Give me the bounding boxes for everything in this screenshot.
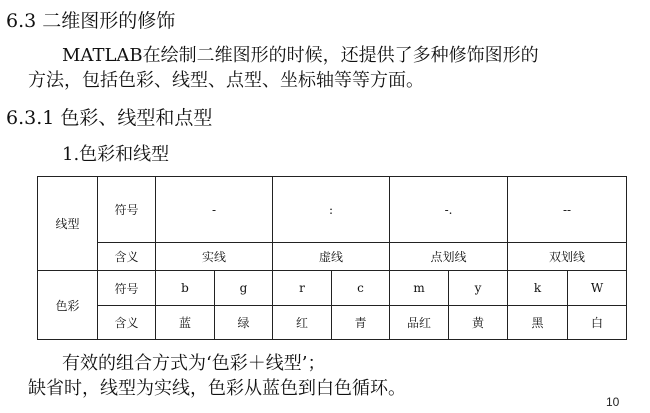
linestyle-symbol-cell: -- xyxy=(508,177,627,243)
color-meaning-cell: 黄 xyxy=(449,306,508,340)
linestyle-meaning-cell: 实线 xyxy=(156,243,273,271)
color-symbol-label: 符号 xyxy=(98,271,156,306)
linestyle-meaning-cell: 双划线 xyxy=(508,243,627,271)
color-symbol-cell: g xyxy=(215,271,273,306)
color-symbol-cell: y xyxy=(449,271,508,306)
item-heading: 1.色彩和线型 xyxy=(62,144,170,165)
color-meaning-cell: 青 xyxy=(332,306,390,340)
color-linestyle-table xyxy=(37,176,627,340)
page-number: 10 xyxy=(606,395,620,409)
color-meaning-cell: 白 xyxy=(568,306,627,340)
color-meaning-cell: 黑 xyxy=(508,306,568,340)
linestyle-meaning-cell: 虚线 xyxy=(273,243,390,271)
linestyle-symbol-label: 符号 xyxy=(98,177,156,243)
color-symbol-cell: m xyxy=(390,271,449,306)
intro-line-1: MATLAB在绘制二维图形的时候，还提供了多种修饰图形的 xyxy=(62,45,539,66)
intro-line-2: 方法，包括色彩、线型、点型、坐标轴等等方面。 xyxy=(28,70,424,91)
linestyle-symbol-cell: - xyxy=(156,177,273,243)
section-heading: 6.3 二维图形的修饰 xyxy=(6,10,176,32)
color-meaning-label: 含义 xyxy=(98,306,156,340)
color-meaning-cell: 绿 xyxy=(215,306,273,340)
color-symbol-cell: r xyxy=(273,271,332,306)
footer-line-2: 缺省时，线型为实线，色彩从蓝色到白色循环。 xyxy=(28,378,406,399)
color-meaning-cell: 红 xyxy=(273,306,332,340)
linestyle-symbol-cell: : xyxy=(273,177,390,243)
color-symbol-cell: b xyxy=(156,271,215,306)
linestyle-group-label: 线型 xyxy=(38,177,98,271)
color-symbol-cell: k xyxy=(508,271,568,306)
linestyle-symbol-cell: -. xyxy=(390,177,508,243)
color-symbol-cell: c xyxy=(332,271,390,306)
color-meaning-cell: 蓝 xyxy=(156,306,215,340)
color-group-label: 色彩 xyxy=(38,271,98,340)
subsection-heading: 6.3.1 色彩、线型和点型 xyxy=(6,107,213,129)
footer-line-1: 有效的组合方式为‘色彩＋线型’； xyxy=(62,353,326,374)
color-meaning-cell: 品红 xyxy=(390,306,449,340)
color-symbol-cell: W xyxy=(568,271,627,306)
linestyle-meaning-label: 含义 xyxy=(98,243,156,271)
linestyle-meaning-cell: 点划线 xyxy=(390,243,508,271)
